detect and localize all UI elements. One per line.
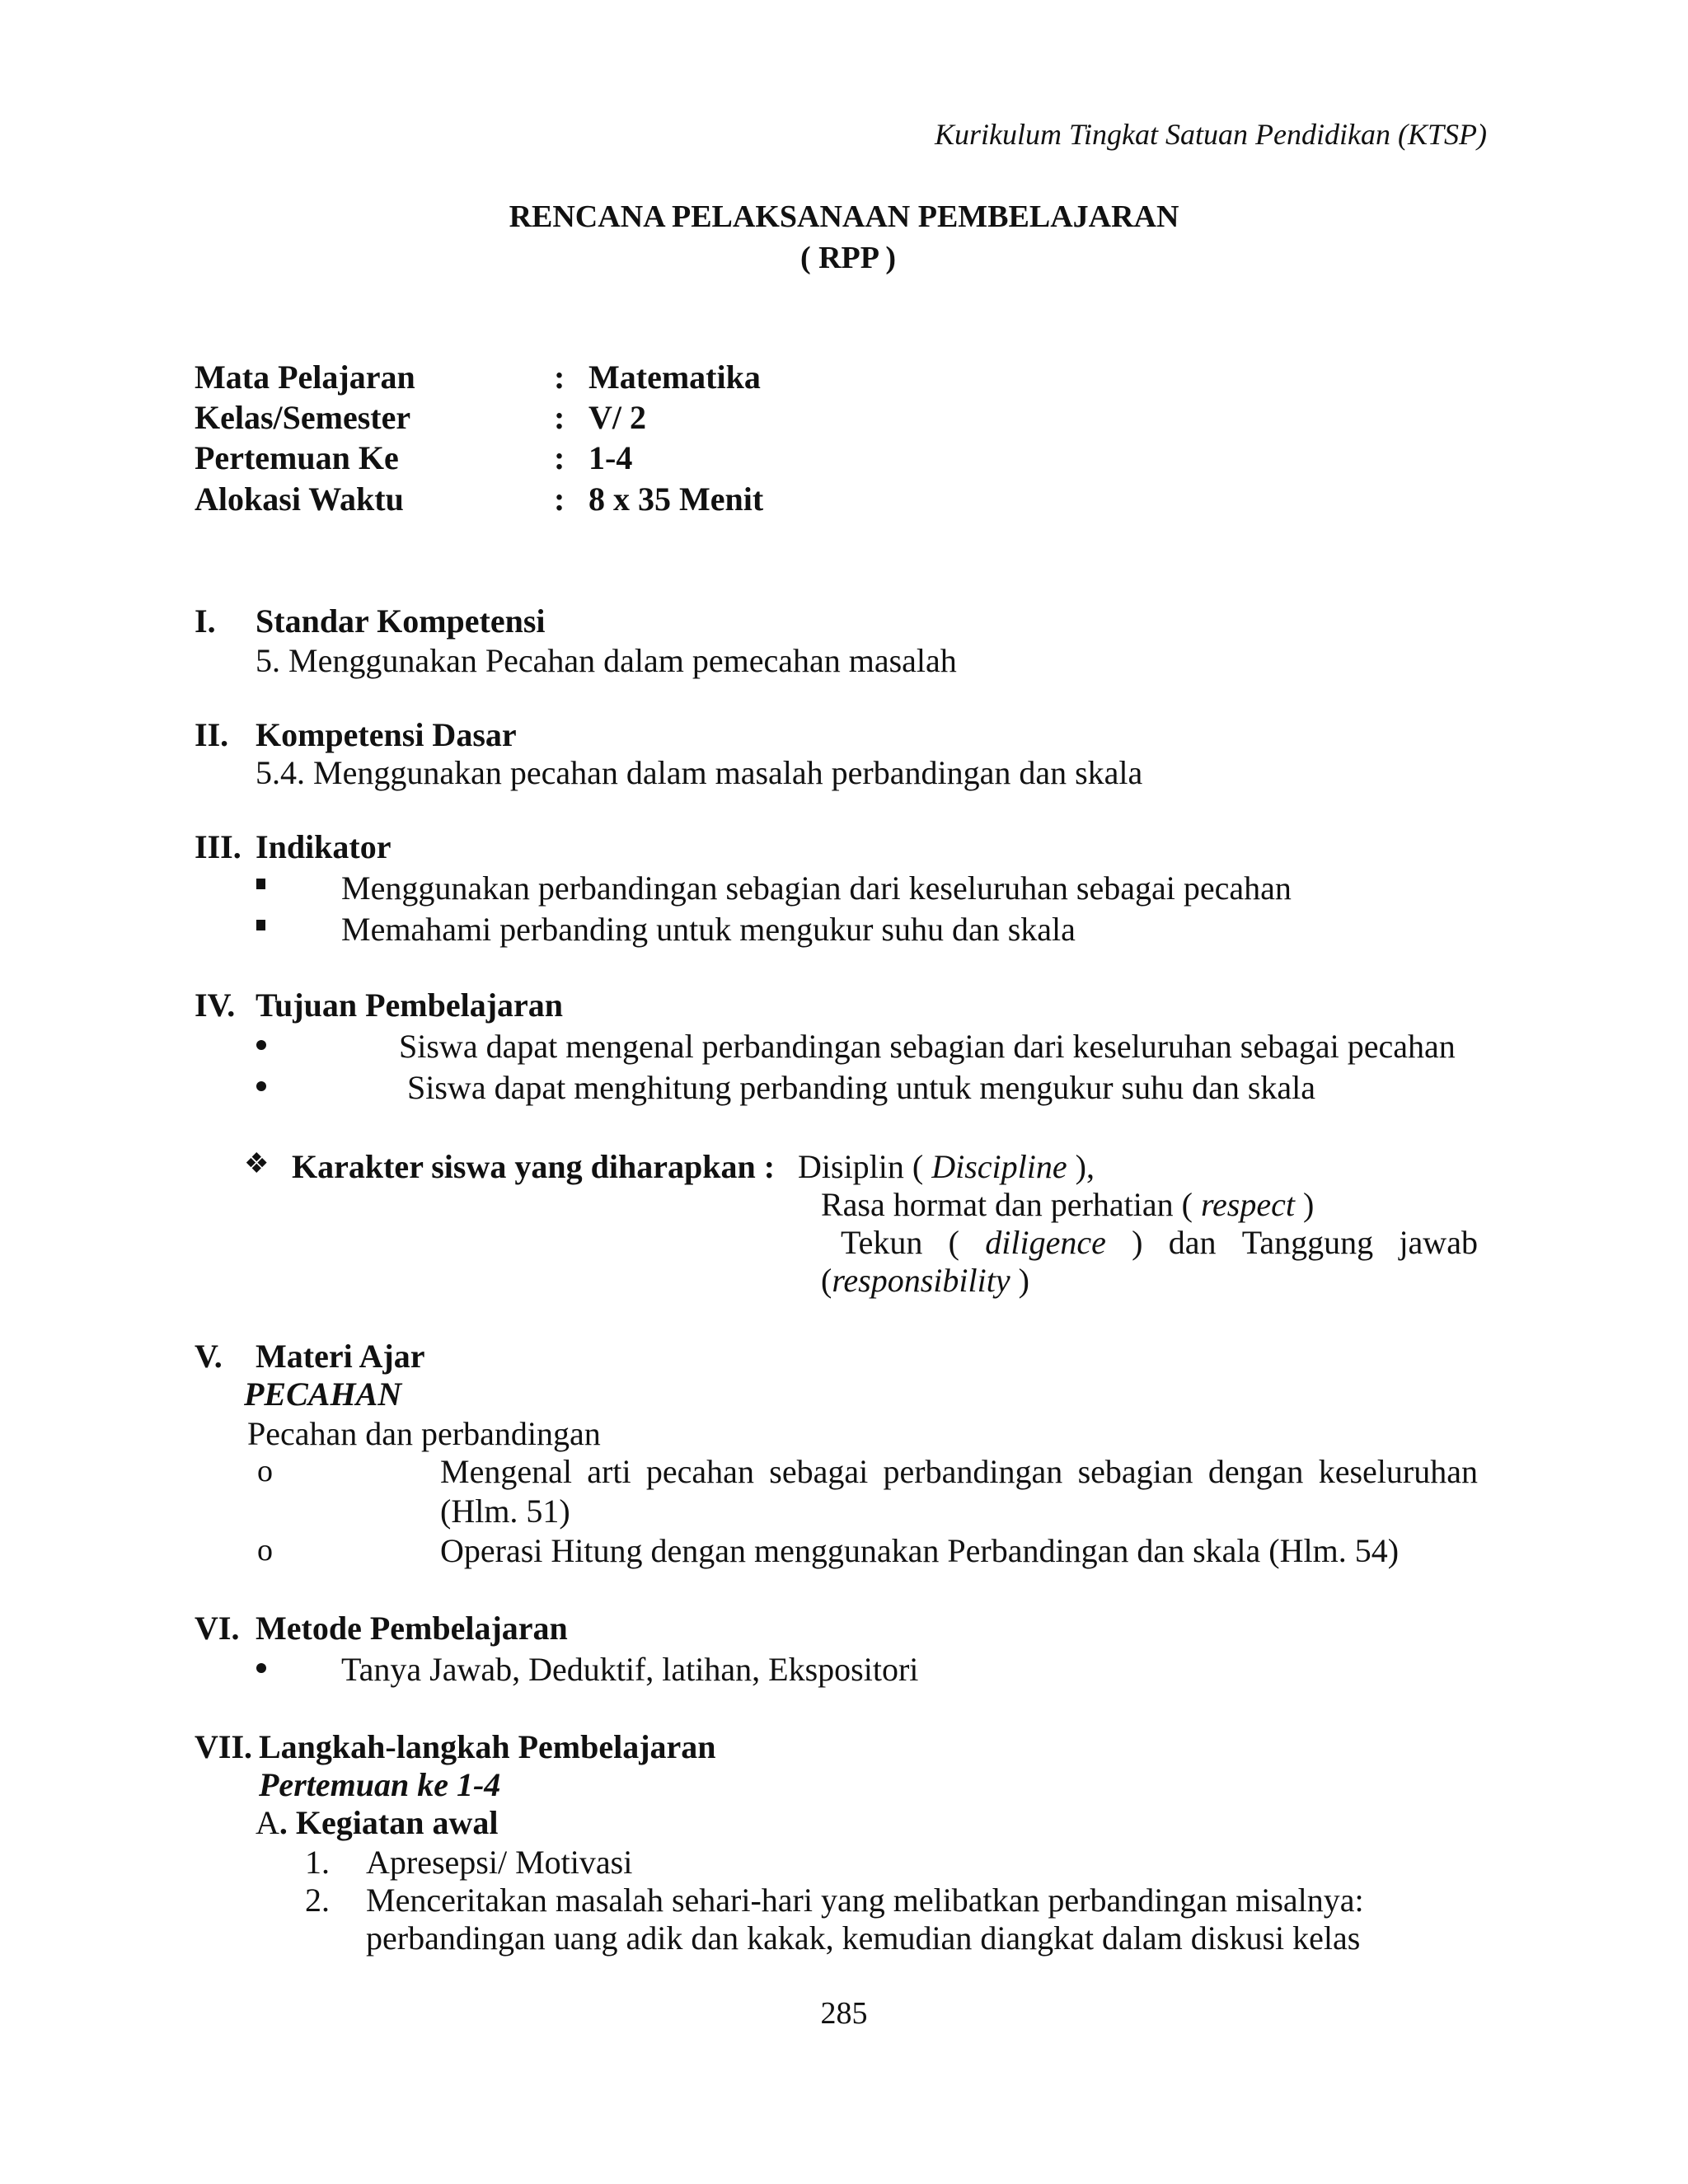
section-number: V. (195, 1338, 223, 1375)
section-text: 5.4. Menggunakan pecahan dalam masalah perbandingan dan skala (256, 754, 1143, 791)
document-subtitle: ( RPP ) (799, 241, 897, 275)
subsection-heading (256, 1804, 499, 1841)
karakter-word: Tekun (841, 1224, 923, 1261)
word: sebagian (1077, 1453, 1193, 1490)
section-number: II. (195, 716, 229, 753)
subsection-title: . Kegiatan awal (279, 1804, 499, 1841)
step-number: 1. (305, 1844, 330, 1881)
section-number: VI. (195, 1610, 240, 1647)
step-text: Apresepsi/ Motivasi (366, 1844, 633, 1881)
circle-bullet-icon: o (257, 1454, 273, 1488)
section-title: Kompetensi Dasar (256, 716, 517, 753)
identity-value: 8 x 35 Menit (588, 480, 764, 518)
karakter-word: Tanggung (1241, 1224, 1374, 1261)
section-number: VII. (195, 1728, 253, 1765)
list-item: Siswa dapat mengenal perbandingan sebagian dari keseluruhan sebagai pecahan (399, 1028, 1456, 1065)
square-bullet-icon (256, 920, 265, 930)
subsection-letter: A (256, 1804, 279, 1841)
section-subtitle: PECAHAN (244, 1376, 402, 1413)
circle-bullet-icon: o (257, 1533, 273, 1568)
word: perbandingan (883, 1453, 1063, 1490)
karakter-text: ) (1010, 1262, 1029, 1299)
section-title: Indikator (256, 828, 392, 865)
identity-label: Alokasi Waktu (195, 480, 404, 518)
section-subhead: Pecahan dan perbandingan (247, 1415, 601, 1452)
karakter-term: respect (1200, 1186, 1295, 1223)
karakter-term: diligence (985, 1224, 1106, 1261)
karakter-term: responsibility (832, 1262, 1010, 1299)
step-text: Menceritakan masalah sehari-hari yang melibatkan perbandingan misalnya: (366, 1882, 1364, 1919)
list-item (440, 1455, 1478, 1488)
word: Mengenal (440, 1453, 572, 1490)
word: arti (587, 1453, 631, 1490)
identity-label: Kelas/Semester (195, 399, 411, 436)
section-number: I. (195, 602, 216, 640)
karakter-label: Karakter siswa yang diharapkan : (292, 1148, 776, 1185)
karakter-word: dan (1168, 1224, 1217, 1261)
karakter-text: ( (821, 1262, 832, 1299)
karakter-line (821, 1188, 1314, 1221)
word: dengan (1207, 1453, 1304, 1490)
bullet-dot-icon (256, 1081, 266, 1091)
karakter-text: Rasa hormat dan perhatian ( (821, 1186, 1201, 1223)
identity-label: Pertemuan Ke (195, 439, 399, 476)
identity-value: Matematika (588, 359, 761, 396)
section-title: Materi Ajar (256, 1338, 425, 1375)
step-number: 2. (305, 1882, 330, 1919)
section-number: IV. (195, 987, 236, 1024)
section-number: III. (195, 828, 241, 865)
list-item: Memahami perbanding untuk mengukur suhu dan skala (341, 911, 1076, 948)
bullet-dot-icon (256, 1663, 266, 1673)
identity-colon: : (554, 359, 565, 396)
square-bullet-icon (256, 879, 265, 889)
bullet-dot-icon (256, 1040, 266, 1050)
section-title: Tujuan Pembelajaran (256, 987, 564, 1024)
section-title: Metode Pembelajaran (256, 1610, 568, 1647)
section-subtitle: Pertemuan ke 1-4 (259, 1766, 501, 1803)
list-item: Tanya Jawab, Deduktif, latihan, Ekspositori (341, 1651, 919, 1688)
karakter-line (841, 1226, 1478, 1259)
word: keseluruhan (1318, 1453, 1478, 1490)
list-item: Siswa dapat menghitung perbanding untuk mengukur suhu dan skala (407, 1069, 1316, 1106)
step-text-continuation: perbandingan uang adik dan kakak, kemudian diangkat dalam diskusi kelas (366, 1919, 1361, 1957)
karakter-text: ) (1294, 1186, 1315, 1223)
list-item: Operasi Hitung dengan menggunakan Perbandingan dan skala (Hlm. 54) (440, 1532, 1400, 1569)
identity-colon: : (554, 439, 565, 476)
karakter-line (821, 1264, 1029, 1297)
karakter-word: ( (948, 1224, 959, 1261)
karakter-word: ) (1132, 1224, 1143, 1261)
identity-label: Mata Pelajaran (195, 359, 415, 396)
identity-value: 1-4 (588, 439, 633, 476)
section-title: Langkah-langkah Pembelajaran (259, 1728, 716, 1765)
identity-colon: : (554, 480, 565, 518)
list-item-continuation: (Hlm. 51) (440, 1493, 570, 1530)
section-text: 5. Menggunakan Pecahan dalam pemecahan masalah (256, 642, 957, 679)
karakter-line (798, 1148, 1095, 1185)
identity-colon: : (554, 399, 565, 436)
word: pecahan (645, 1453, 754, 1490)
page-number: 285 (820, 1996, 868, 2031)
document-title: RENCANA PELAKSANAAN PEMBELAJARAN (509, 199, 1179, 234)
word: sebagai (769, 1453, 869, 1490)
karakter-text: ), (1067, 1148, 1095, 1185)
identity-value: V/ 2 (588, 399, 646, 436)
diamond-bullet-icon: ❖ (244, 1149, 270, 1179)
karakter-word: jawab (1399, 1224, 1478, 1261)
karakter-text: Disiplin ( (798, 1148, 932, 1185)
karakter-term: Discipline (931, 1148, 1067, 1185)
running-header: Kurikulum Tingkat Satuan Pendidikan (KTSP) (935, 118, 1487, 151)
section-title: Standar Kompetensi (256, 602, 546, 640)
list-item: Menggunakan perbandingan sebagian dari keseluruhan sebagai pecahan (341, 869, 1292, 907)
